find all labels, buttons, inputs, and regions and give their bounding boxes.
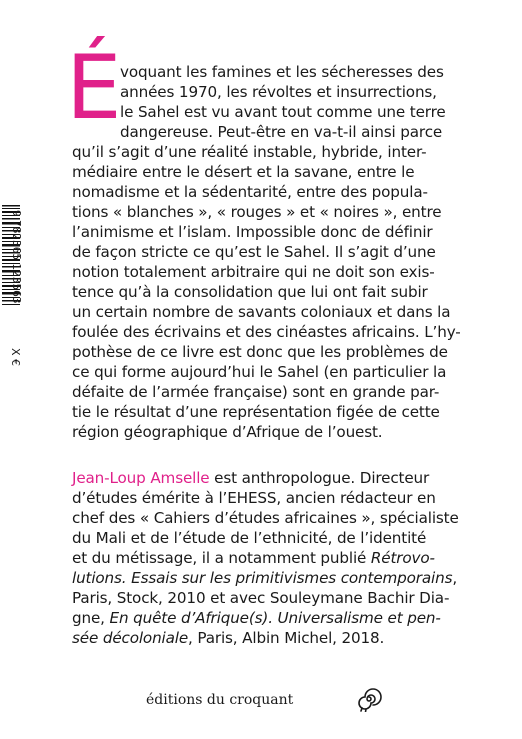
blurb-line: ce qui forme aujourd’hui le Sahel (en particulier la bbox=[72, 363, 447, 381]
drop-cap: É bbox=[66, 36, 122, 139]
publisher-name: éditions du croquant bbox=[146, 692, 294, 708]
author-bio-line: gne, En quête d’Afrique(s). Universalisme et pen- bbox=[72, 609, 441, 627]
blurb-line: de façon stricte ce qu’est le Sahel. Il s’agit d’une bbox=[72, 243, 436, 261]
blurb-line: le Sahel est vu avant tout comme une terre bbox=[120, 103, 446, 121]
blurb-line: années 1970, les révoltes et insurrections, bbox=[120, 83, 437, 101]
blurb-line: l’animisme et l’islam. Impossible donc de définir bbox=[72, 223, 433, 241]
blurb-line: qu’il s’agit d’une réalité instable, hybride, inter- bbox=[72, 143, 427, 161]
author-bio-line: du Mali et de l’étude de l’ethnicité, de l’identité bbox=[72, 529, 427, 547]
blurb-line: médiaire entre le désert et la savane, entre le bbox=[72, 163, 415, 181]
author-bio-line: et du métissage, il a notamment publié Rétrovo- bbox=[72, 549, 435, 567]
blurb-line: un certain nombre de savants coloniaux et dans la bbox=[72, 303, 451, 321]
blurb-line: défaite de l’armée française) sont en grande par- bbox=[72, 383, 440, 401]
author-bio-line: Paris, Stock, 2010 et avec Souleymane Bachir Dia- bbox=[72, 589, 450, 607]
blurb-line: tions « blanches », « rouges » et « noires », entre bbox=[72, 203, 442, 221]
author-bio-line: d’études émérite à l’EHESS, ancien rédacteur en bbox=[72, 489, 436, 507]
blurb-line: foulée des écrivains et des cinéastes africains. L’hy- bbox=[72, 323, 461, 341]
spiral-logo-icon bbox=[356, 686, 382, 712]
blurb-line: région géographique d’Afrique de l’ouest. bbox=[72, 423, 383, 441]
blurb-line: nomadisme et la sédentarité, entre des popula- bbox=[72, 183, 428, 201]
blurb-line: pothèse de ce livre est donc que les problèmes de bbox=[72, 343, 448, 361]
blurb-line: tie le résultat d’une représentation figée de cette bbox=[72, 403, 440, 421]
blurb-line: tence qu’à la consolidation que lui ont fait subir bbox=[72, 283, 428, 301]
blurb-line: dangereuse. Peut-être en va-t-il ainsi parce bbox=[120, 123, 443, 141]
book-title: En quête d’Afrique(s). Universalisme et pen- bbox=[109, 609, 441, 627]
blurb-line: notion totalement arbitraire qui ne doit son exis- bbox=[72, 263, 435, 281]
author-bio-line: chef des « Cahiers d’études africaines », spécialiste bbox=[72, 509, 459, 527]
blurb-line: voquant les famines et les sécheresses des bbox=[120, 63, 444, 81]
book-title: sée décoloniale bbox=[72, 629, 189, 647]
author-bio-line: lutions. Essais sur les primitivismes contemporains, bbox=[72, 569, 458, 587]
book-title: lutions. Essais sur les primitivismes contemporains bbox=[72, 569, 453, 587]
book-title: Rétrovo- bbox=[370, 549, 435, 567]
barcode-digits: 9 782365 123563 bbox=[10, 210, 22, 304]
author-name: Jean-Loup Amselle bbox=[72, 469, 210, 487]
author-bio-line: sée décoloniale, Paris, Albin Michel, 2018. bbox=[72, 629, 385, 647]
price-label: X € bbox=[9, 348, 22, 367]
author-bio-line: Jean-Loup Amselle est anthropologue. Directeur bbox=[72, 469, 430, 487]
